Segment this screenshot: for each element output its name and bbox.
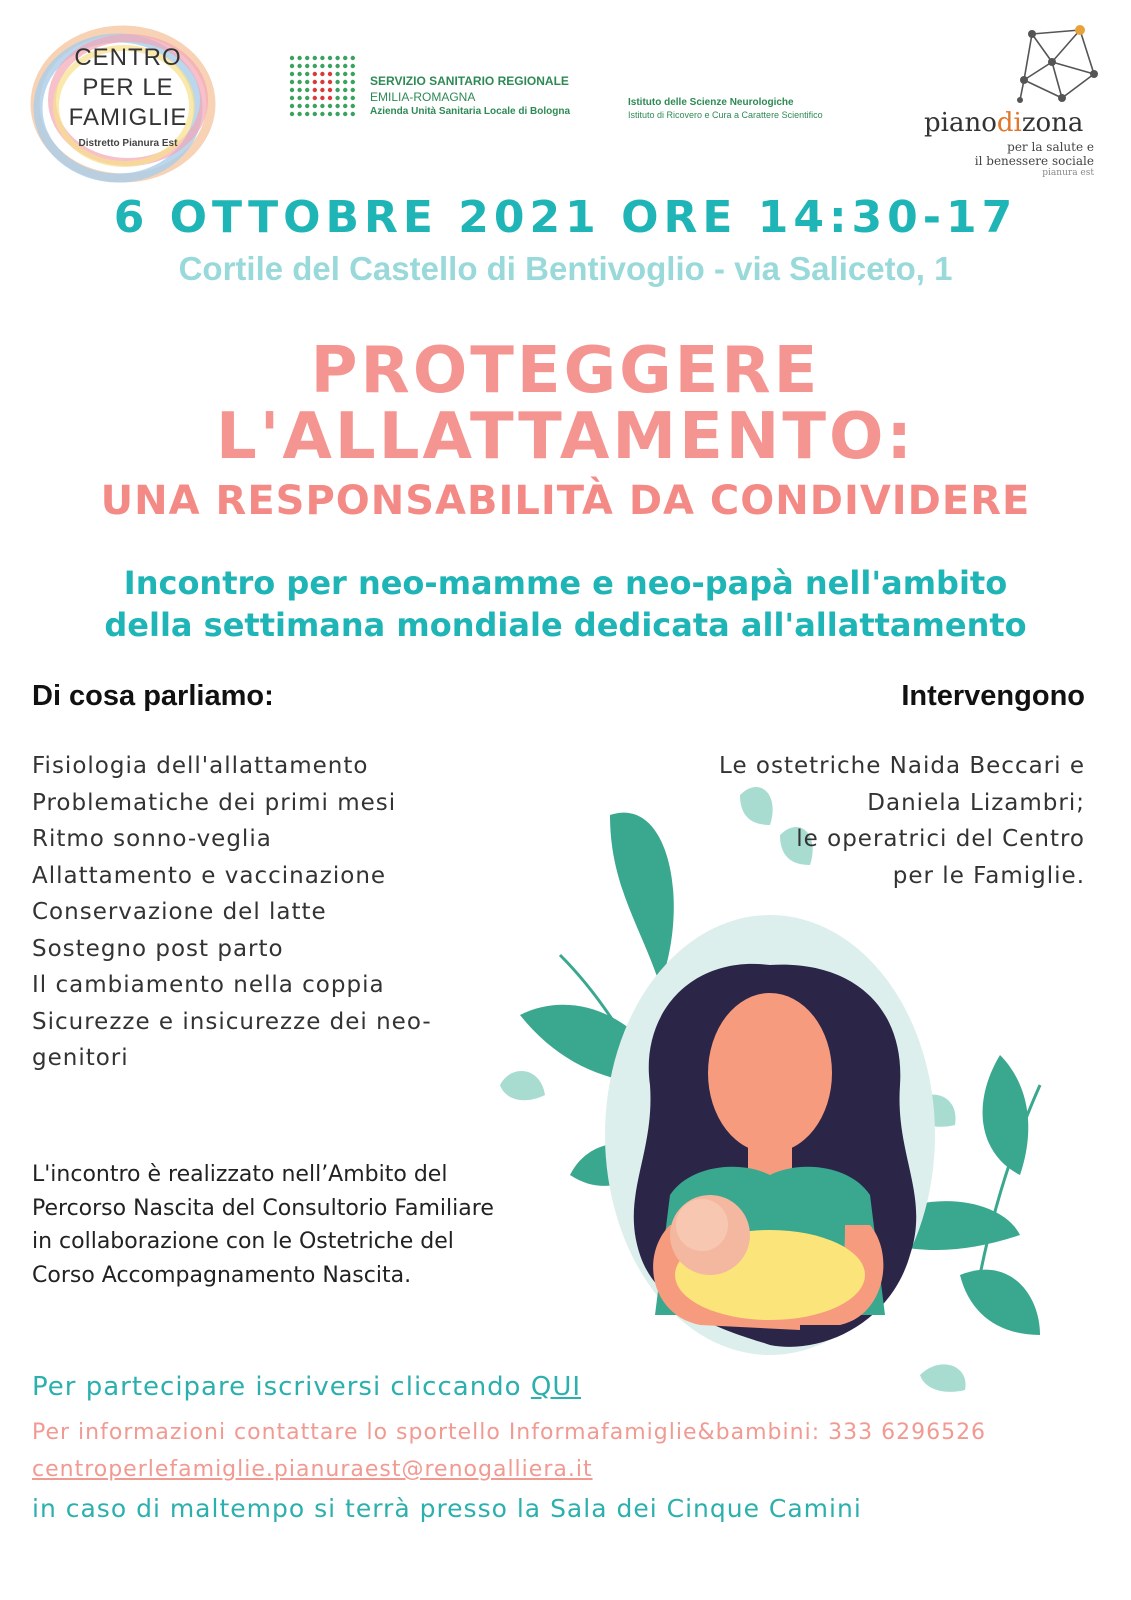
event-title: PROTEGGERE bbox=[310, 334, 821, 408]
list-item: Ritmo sonno-veglia bbox=[32, 826, 272, 852]
topics-list bbox=[32, 748, 462, 1077]
note-line: Corso Accompagnamento Nascita. bbox=[32, 1262, 412, 1288]
topics-heading: Di cosa parliamo: bbox=[32, 680, 274, 712]
intro-line: della settimana mondiale dedicata all'allattamento bbox=[104, 606, 1027, 644]
speaker-line: le operatrici del Centro bbox=[796, 826, 1085, 852]
program-note bbox=[32, 1158, 552, 1292]
logo-text: CENTRO bbox=[74, 44, 182, 71]
note-line: L'incontro è realizzato nell’Ambito del bbox=[32, 1162, 448, 1187]
note-line: in collaborazione con le Ostetriche del bbox=[32, 1229, 454, 1254]
event-intro bbox=[0, 562, 1131, 646]
contact-info: Per informazioni contattare lo sportello Informafamiglie&bambini: 333 6296526 bbox=[32, 1420, 987, 1445]
event-title: L'ALLATTAMENTO: bbox=[216, 400, 915, 474]
logo-text: FAMIGLIE bbox=[68, 104, 188, 131]
centro-famiglie-logo bbox=[28, 22, 228, 192]
note-line: Percorso Nascita del Consultorio Familiare bbox=[32, 1195, 494, 1221]
dot-grid-icon bbox=[288, 54, 358, 120]
logo-text: pianura est bbox=[1042, 168, 1094, 178]
logo-text: Azienda Unità Sanitaria Locale di Bologna bbox=[370, 106, 571, 117]
intro-line: Incontro per neo-mamme e neo-papà nell'ambito bbox=[123, 564, 1008, 602]
speaker-line: per le Famiglie. bbox=[892, 862, 1085, 889]
logo-text: per la salute e bbox=[1007, 140, 1094, 154]
list-item: Il cambiamento nella coppia bbox=[32, 972, 385, 998]
logo-text: Istituto delle Scienze Neurologiche bbox=[628, 97, 794, 108]
logo-text: PER LE bbox=[82, 74, 174, 101]
register-link[interactable]: QUI bbox=[530, 1372, 582, 1402]
bad-weather-note: in caso di maltempo si terrà presso la Sala dei Cinque Camini bbox=[32, 1494, 862, 1523]
list-item: Sicurezze e insicurezze dei neo- bbox=[32, 1008, 432, 1035]
logo-text: SERVIZIO SANITARIO REGIONALE bbox=[370, 74, 569, 88]
ssr-logo bbox=[288, 52, 888, 132]
event-date: 6 OTTOBRE 2021 ORE 14:30-17 bbox=[113, 192, 1018, 243]
list-item: Sostegno post parto bbox=[32, 935, 284, 962]
email-link[interactable]: centroperlefamiglie.pianuraest@renogalliera.it bbox=[32, 1457, 593, 1482]
speakers-heading: Intervengono bbox=[901, 680, 1085, 712]
registration-text bbox=[32, 1372, 581, 1402]
list-item: genitori bbox=[32, 1045, 129, 1071]
network-icon bbox=[1012, 22, 1102, 107]
pianodizona-logo bbox=[912, 22, 1112, 182]
list-item: Conservazione del latte bbox=[32, 899, 327, 925]
event-subtitle: UNA RESPONSABILITÀ DA CONDIVIDERE bbox=[100, 478, 1031, 524]
logo-district: Distretto Pianura Est bbox=[78, 138, 178, 149]
logo-text: il benessere sociale bbox=[974, 154, 1094, 168]
speaker-line: Le ostetriche Naida Beccari e bbox=[719, 753, 1085, 779]
logo-wordmark: pianodizona bbox=[924, 108, 1084, 138]
list-item: Problematiche dei primi mesi bbox=[32, 789, 397, 816]
speaker-line: Daniela Lizambri; bbox=[867, 789, 1085, 816]
list-item: Allattamento e vaccinazione bbox=[32, 862, 387, 889]
event-place: Cortile del Castello di Bentivoglio - via Saliceto, 1 bbox=[178, 250, 953, 287]
logo-text: EMILIA-ROMAGNA bbox=[370, 90, 476, 104]
registration-label: Per partecipare iscriversi cliccando bbox=[32, 1372, 531, 1402]
logo-text: Istituto di Ricovero e Cura a Carattere Scientifico bbox=[628, 110, 823, 120]
list-item: Fisiologia dell'allattamento bbox=[32, 753, 369, 779]
speakers-list bbox=[685, 748, 1085, 894]
